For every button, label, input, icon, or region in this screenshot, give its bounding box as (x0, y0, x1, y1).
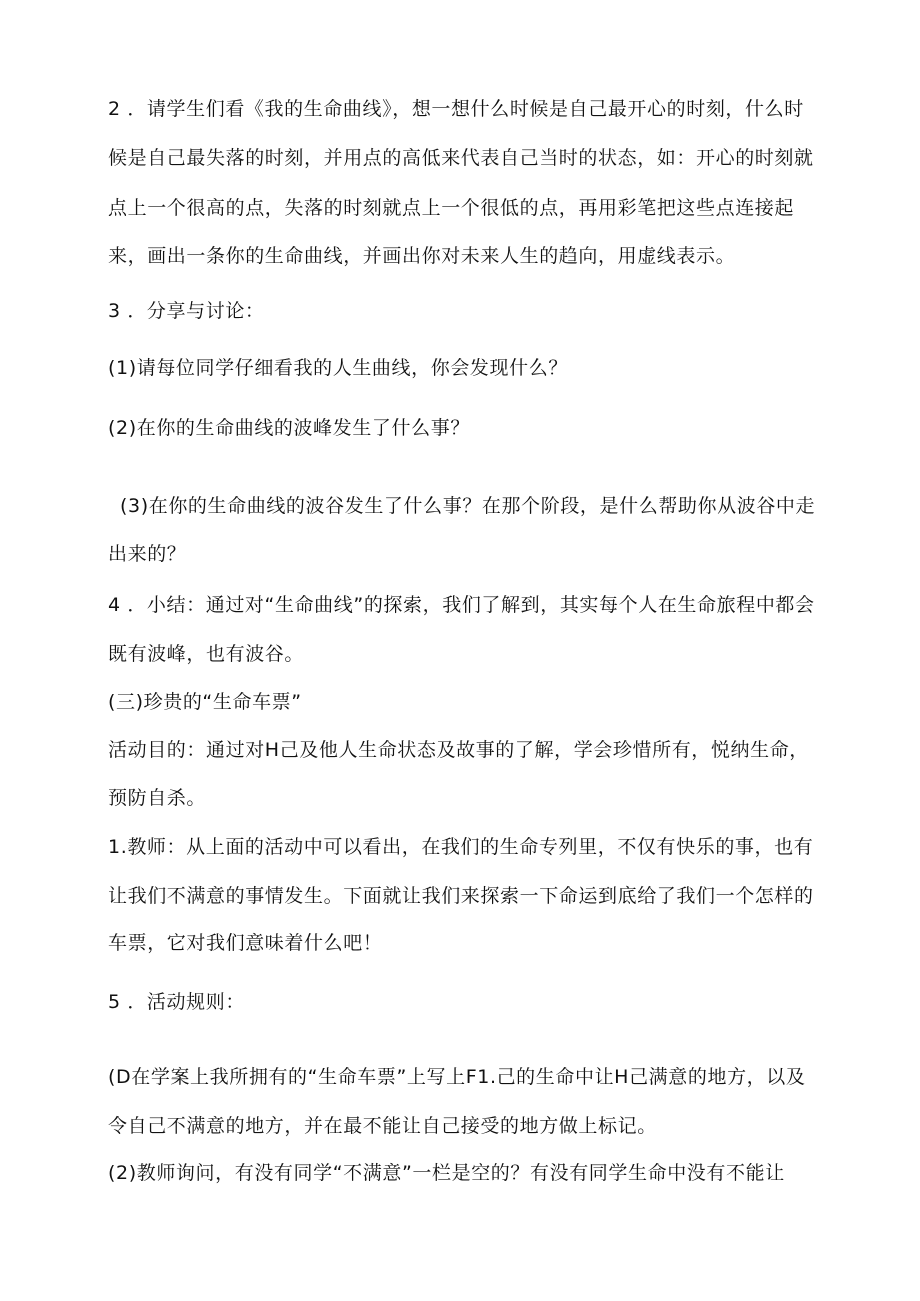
section-heading: (三)珍贵的“生命车票” (108, 691, 302, 713)
paragraph-line: (1)请每位同学仔细看我的人生曲线，你会发现什么？ (108, 357, 568, 379)
paragraph-line: 让我们不满意的事情发生。下面就让我们来探索一下命运到底给了我们一个怎样的 (108, 885, 814, 907)
paragraph-line: 4 ．小结：通过对“生命曲线”的探索，我们了解到，其实每个人在生命旅程中都会 (108, 594, 815, 616)
paragraph-line: 既有波峰，也有波谷。 (108, 643, 305, 665)
paragraph-line: 车票，它对我们意味着什么吧！ (108, 932, 383, 954)
paragraph-line: 活动目的：通过对H己及他人生命状态及故事的了解，学会珍惜所有，悦纳生命， (108, 739, 809, 761)
paragraph-line: 预防自杀。 (108, 787, 207, 809)
paragraph-line: 来，画出一条你的生命曲线，并画出你对未来人生的趋向，用虚线表示。 (108, 245, 736, 267)
paragraph-line: (D在学案上我所拥有的“生命车票”上写上F1.己的生命中让H己满意的地方，以及 (108, 1066, 806, 1088)
paragraph-line: 候是自己最失落的时刻，并用点的高低来代表自己当时的状态，如：开心的时刻就 (108, 147, 814, 169)
paragraph-line: (3)在你的生命曲线的波谷发生了什么事？在那个阶段，是什么帮助你从波谷中走 (120, 495, 816, 517)
paragraph-line: 3 ．分享与讨论： (108, 300, 265, 322)
paragraph-line: 令自己不满意的地方，并在最不能让自己接受的地方做上标记。 (108, 1115, 657, 1137)
paragraph-line: (2)在你的生命曲线的波峰发生了什么事？ (108, 417, 470, 439)
paragraph-line: 5 ．活动规则： (108, 991, 245, 1013)
paragraph-line: 1.教师：从上面的活动中可以看出，在我们的生命专列里，不仅有快乐的事，也有 (108, 836, 814, 858)
paragraph-line: 2 ．请学生们看《我的生命曲线》，想一想什么时候是自己最开心的时刻，什么时 (108, 98, 804, 120)
paragraph-line: (2)教师询问，有没有同学“不满意”一栏是空的？有没有同学生命中没有不能让 (108, 1162, 785, 1184)
paragraph-line: 点上一个很高的点，失落的时刻就点上一个很低的点，再用彩笔把这些点连接起 (108, 197, 795, 219)
paragraph-line: 出来的？ (108, 543, 187, 565)
